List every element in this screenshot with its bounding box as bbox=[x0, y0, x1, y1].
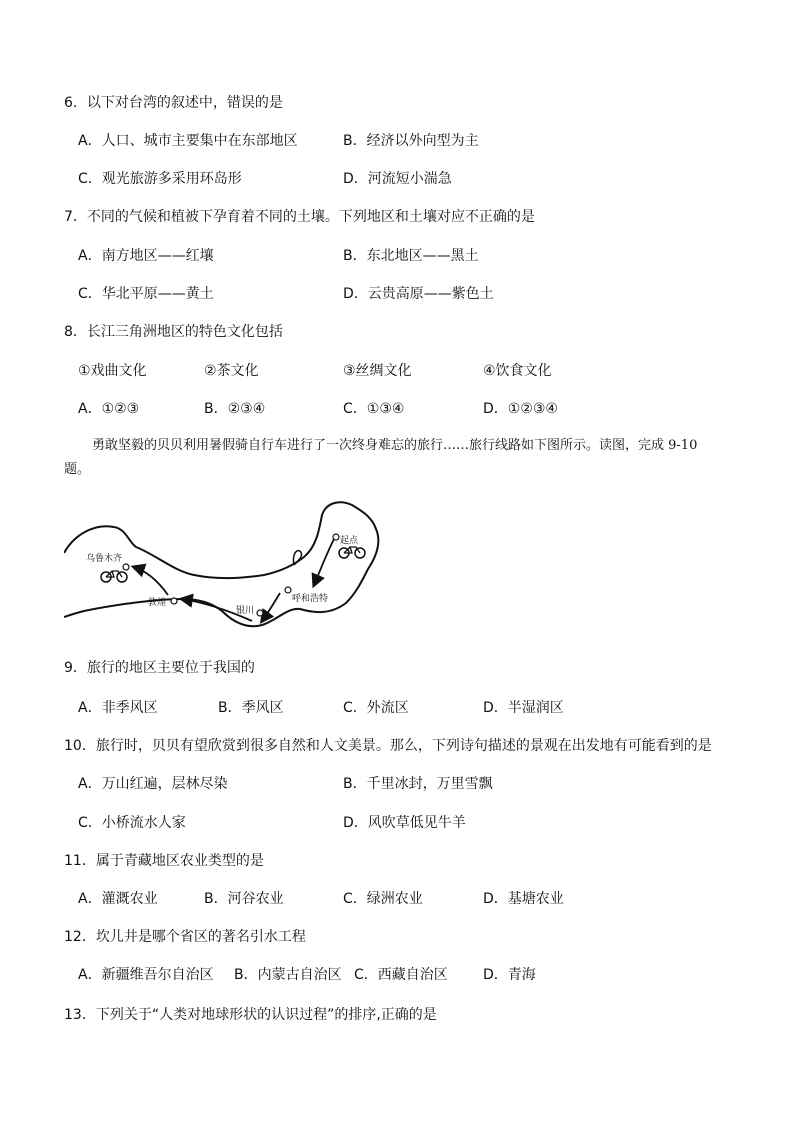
question-10-stem: 10．旅行时，贝贝有望欣赏到很多自然和人文美景。那么，下列诗句描述的景观在出发地有可能看到的是 bbox=[64, 738, 712, 754]
point-urumqi bbox=[123, 564, 129, 570]
question-8-stem: 8．长江三角洲地区的特色文化包括 bbox=[64, 324, 283, 340]
q8-option-a: A．①②③ bbox=[78, 401, 140, 417]
bicycle-icon bbox=[101, 571, 127, 582]
q12-option-c: C．西藏自治区 bbox=[354, 967, 448, 983]
q11-option-a: A．灌溉农业 bbox=[78, 891, 158, 907]
question-6-stem: 6．以下对台湾的叙述中，错误的是 bbox=[64, 95, 283, 111]
q8-option-c: C．①③④ bbox=[343, 401, 405, 417]
q9-option-c: C．外流区 bbox=[343, 700, 409, 716]
q11-option-c: C．绿洲农业 bbox=[343, 891, 423, 907]
label-start: 起点 bbox=[340, 536, 359, 546]
reading-passage bbox=[64, 434, 734, 482]
passage-line-2: 题。 bbox=[64, 462, 91, 477]
q11-option-d: D．基塘农业 bbox=[483, 891, 564, 907]
q10-option-d: D．风吹草低见牛羊 bbox=[343, 815, 466, 831]
label-hohhot: 呼和浩特 bbox=[292, 594, 329, 604]
q8-item-2: ②茶文化 bbox=[204, 363, 259, 379]
route-start-to-hohhot bbox=[314, 539, 334, 585]
point-dunhuang bbox=[171, 598, 177, 604]
q8-option-d: D．①②③④ bbox=[483, 401, 558, 417]
route-dunhuang-to-urumqi bbox=[134, 567, 168, 595]
bicycle-icon bbox=[339, 547, 365, 558]
label-urumqi: 乌鲁木齐 bbox=[86, 554, 123, 564]
q12-option-b: B．内蒙古自治区 bbox=[234, 967, 342, 983]
q10-option-a: A．万山红遍，层林尽染 bbox=[78, 776, 228, 792]
point-hohhot bbox=[285, 587, 291, 593]
q7-option-d: D．云贵高原——紫色土 bbox=[343, 286, 494, 302]
q7-option-c: C．华北平原——黄土 bbox=[78, 286, 214, 302]
q8-item-4: ④饮食文化 bbox=[483, 363, 552, 379]
q10-option-c: C．小桥流水人家 bbox=[78, 815, 186, 831]
q12-option-d: D．青海 bbox=[483, 967, 536, 983]
q6-option-a: A．人口、城市主要集中在东部地区 bbox=[78, 133, 298, 149]
passage-line-1: 勇敢坚毅的贝贝利用暑假骑自行车进行了一次终身难忘的旅行……旅行线路如下图所示。读图，完成 9-10 bbox=[92, 438, 698, 453]
point-start bbox=[333, 534, 339, 540]
q6-option-b: B．经济以外向型为主 bbox=[343, 133, 479, 149]
q11-option-b: B．河谷农业 bbox=[204, 891, 284, 907]
q7-option-b: B．东北地区——黑土 bbox=[343, 248, 479, 264]
question-12-stem: 12．坎儿井是哪个省区的著名引水工程 bbox=[64, 929, 306, 945]
route-map bbox=[64, 495, 384, 635]
question-9-stem: 9．旅行的地区主要位于我国的 bbox=[64, 660, 255, 676]
question-13-stem: 13．下列关于“人类对地球形状的认识过程”的排序,正确的是 bbox=[64, 1007, 437, 1023]
q9-option-d: D．半湿润区 bbox=[483, 700, 564, 716]
q10-option-b: B．千里冰封，万里雪飘 bbox=[343, 776, 493, 792]
question-7-stem: 7．不同的气候和植被下孕育着不同的土壤。下列地区和土壤对应不正确的是 bbox=[64, 209, 535, 225]
label-dunhuang: 敦煌 bbox=[148, 598, 167, 608]
q7-option-a: A．南方地区——红壤 bbox=[78, 248, 214, 264]
q12-option-a: A．新疆维吾尔自治区 bbox=[78, 967, 214, 983]
q9-option-a: A．非季风区 bbox=[78, 700, 158, 716]
label-yinchuan: 银川 bbox=[236, 606, 255, 616]
map-border-line bbox=[64, 502, 378, 626]
q9-option-b: B．季风区 bbox=[218, 700, 284, 716]
q6-option-c: C．观光旅游多采用环岛形 bbox=[78, 171, 242, 187]
q8-item-3: ③丝绸文化 bbox=[343, 363, 412, 379]
point-yinchuan bbox=[257, 610, 263, 616]
question-11-stem: 11．属于青藏地区农业类型的是 bbox=[64, 853, 264, 869]
q8-item-1: ①戏曲文化 bbox=[78, 363, 147, 379]
q8-option-b: B．②③④ bbox=[204, 401, 266, 417]
q6-option-d: D．河流短小湍急 bbox=[343, 171, 452, 187]
